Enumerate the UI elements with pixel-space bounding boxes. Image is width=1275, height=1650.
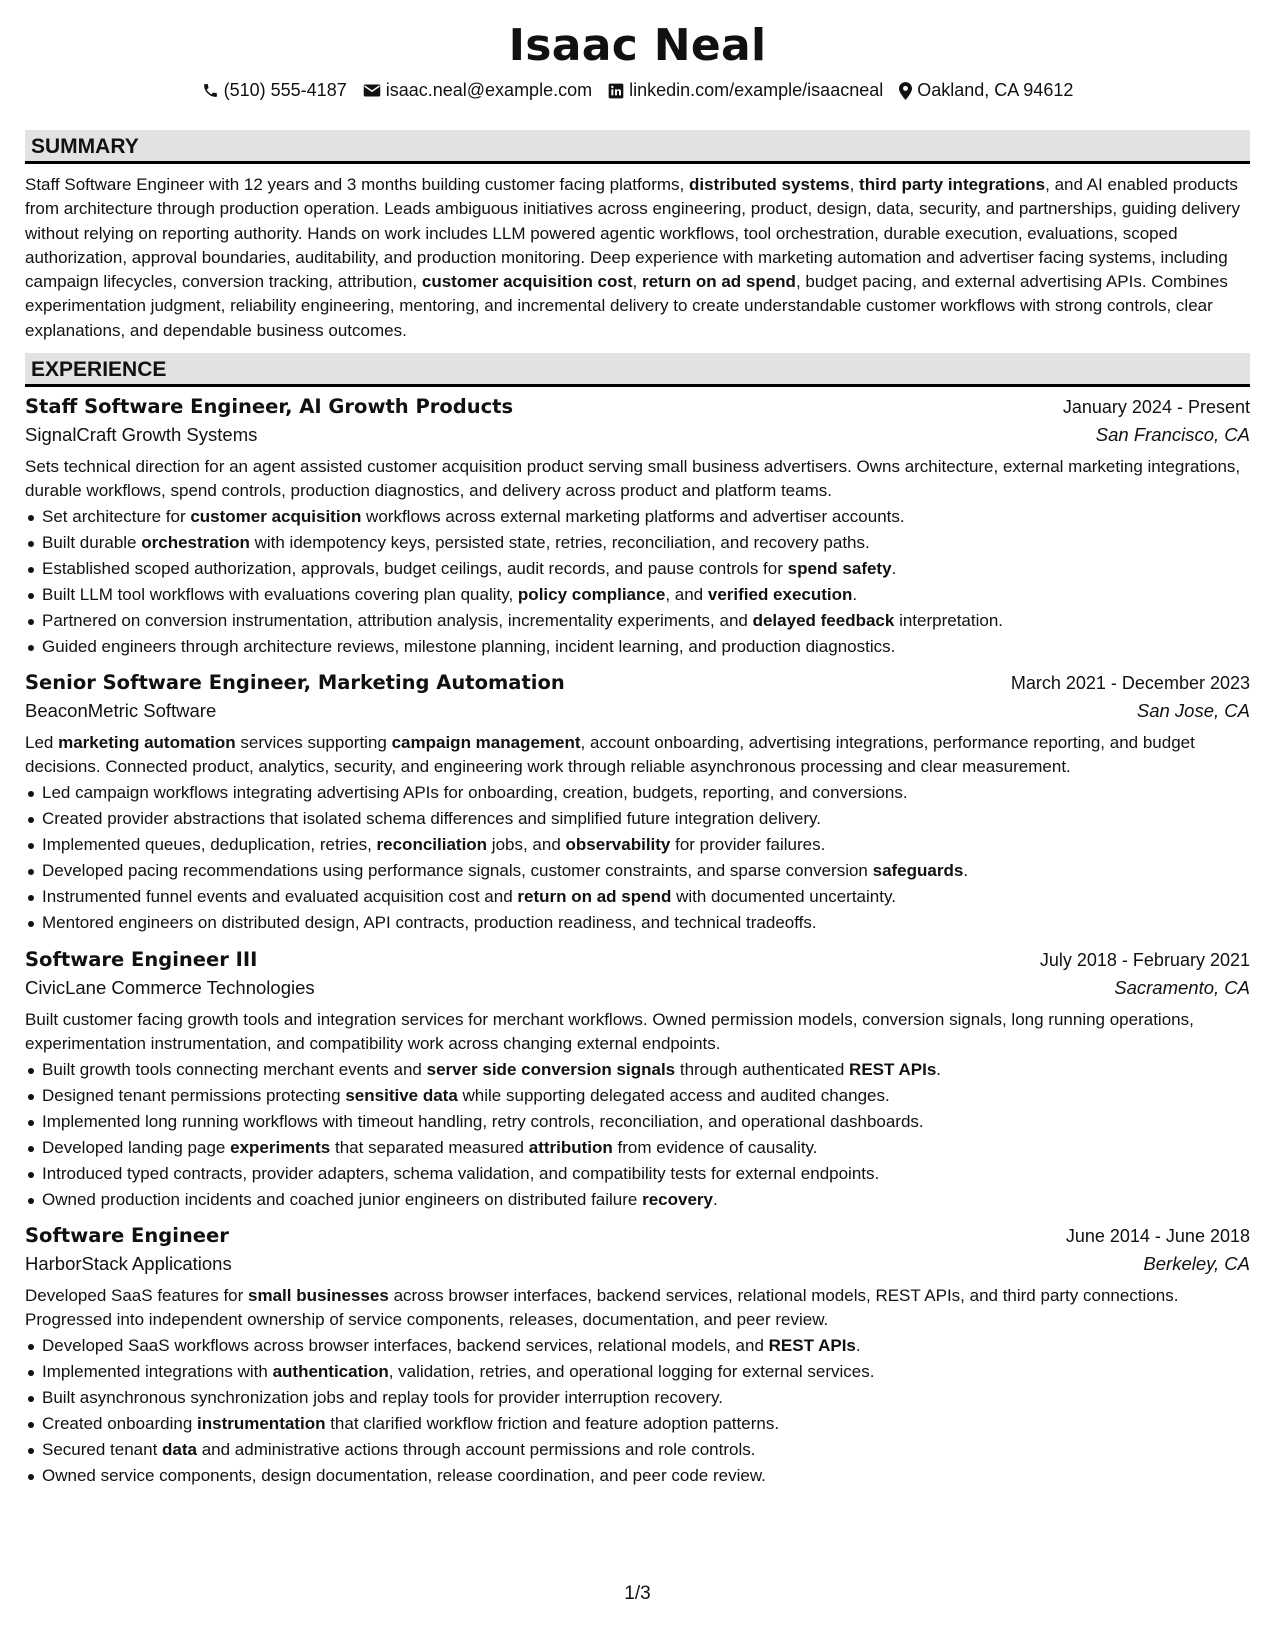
- bullet-dot-icon: [28, 1198, 34, 1204]
- bullet-dot-icon: [28, 645, 34, 651]
- bold-phrase: observability: [565, 834, 671, 854]
- bullet-dot-icon: [28, 541, 34, 547]
- text-run: Developed SaaS workflows across browser interfaces, backend services, relational models, and: [42, 1335, 769, 1355]
- bullet-dot-icon: [28, 1474, 34, 1480]
- bullet-item: [25, 884, 1250, 910]
- job-bullet-list: [25, 780, 1250, 936]
- text-run: Implemented integrations with: [42, 1361, 273, 1381]
- company-name: HarborStack Applications: [25, 1253, 232, 1274]
- experience-heading: EXPERIENCE: [25, 353, 1250, 387]
- bullet-dot-icon: [28, 1094, 34, 1100]
- bold-phrase: server side conversion signals: [426, 1059, 676, 1079]
- bold-phrase: verified execution: [707, 584, 853, 604]
- job-bullet-list: [25, 504, 1250, 660]
- job-company-row: [25, 1253, 1250, 1275]
- bullet-dot-icon: [28, 791, 34, 797]
- text-run: through authenticated: [675, 1059, 850, 1079]
- contact-bar: [25, 80, 1250, 101]
- text-run: Built asynchronous synchronization jobs and replay tools for provider interruption recovery.: [42, 1387, 723, 1407]
- bold-phrase: customer acquisition: [190, 506, 362, 526]
- job-description: [25, 1008, 1250, 1057]
- bullet-dot-icon: [28, 1422, 34, 1428]
- summary-text: [25, 173, 1250, 343]
- bold-phrase: delayed feedback: [752, 610, 895, 630]
- text-run: Built growth tools connecting merchant events and: [42, 1059, 427, 1079]
- text-run: Led: [25, 733, 59, 752]
- bold-phrase: reconciliation: [376, 834, 488, 854]
- bullet-dot-icon: [28, 869, 34, 875]
- text-run: interpretation.: [894, 610, 1004, 630]
- job-company-row: [25, 700, 1250, 722]
- phone-text: (510) 555-4187: [223, 80, 347, 100]
- bullet-dot-icon: [28, 843, 34, 849]
- bullet-dot-icon: [28, 593, 34, 599]
- text-run: Guided engineers through architecture reviews, milestone planning, incident learning, and production diagnostics.: [42, 636, 896, 656]
- summary-heading: SUMMARY: [25, 130, 1250, 164]
- text-run: .: [891, 558, 897, 578]
- contact-linkedin[interactable]: [608, 80, 883, 101]
- bullet-dot-icon: [28, 1344, 34, 1350]
- text-run: , and AI enabled products from architecture through production operation. Leads ambiguous initiatives across engineering, product, design, data, security, and partnerships, guiding delivery without relying on reporting authority. Hands on work includes LLM powered agentic workflows, tool orchestration, durable execution, evaluations, scoped authorization, approval boundaries, auditability, and production monitoring. Deep experience with marketing automation and advertiser facing systems, including campaign lifecycles, conversion tracking, attribution,: [25, 175, 1240, 292]
- bullet-item: [25, 832, 1250, 858]
- bullet-item: [25, 1385, 1250, 1411]
- page-number: 1/3: [624, 1583, 651, 1604]
- bold-phrase: safeguards: [872, 860, 964, 880]
- company-name: BeaconMetric Software: [25, 700, 217, 721]
- company-name: CivicLane Commerce Technologies: [25, 977, 315, 998]
- job-title: Staff Software Engineer, AI Growth Products: [25, 395, 514, 418]
- bold-phrase: REST APIs: [768, 1335, 856, 1355]
- text-run: Sets technical direction for an agent assisted customer acquisition product serving small business advertisers. Owns architecture, external marketing integrations, durable workflows, spend controls, production diagnostics, and delivery across product and platform teams.: [25, 457, 1241, 501]
- bullet-item: [25, 1463, 1250, 1489]
- bullet-item: [25, 780, 1250, 806]
- text-run: .: [852, 584, 858, 604]
- bullet-dot-icon: [28, 895, 34, 901]
- bold-phrase: distributed systems: [688, 175, 850, 194]
- bullet-item: [25, 1161, 1250, 1187]
- bold-phrase: small businesses: [248, 1286, 389, 1305]
- bold-phrase: spend safety: [787, 558, 892, 578]
- bullet-item: [25, 1109, 1250, 1135]
- bullet-item: [25, 910, 1250, 936]
- bullet-item: [25, 1083, 1250, 1109]
- bold-phrase: data: [162, 1439, 197, 1459]
- job-description: [25, 1284, 1250, 1333]
- bullet-item: [25, 858, 1250, 884]
- bold-phrase: sensitive data: [345, 1085, 458, 1105]
- job-entry: [25, 671, 1250, 936]
- text-run: , and: [665, 584, 708, 604]
- bullet-item: [25, 504, 1250, 530]
- bullet-item: [25, 1333, 1250, 1359]
- job-bullet-list: [25, 1057, 1250, 1213]
- text-run: .: [963, 860, 969, 880]
- job-dates: June 2014 - June 2018: [1065, 1226, 1250, 1246]
- bold-phrase: return on ad spend: [517, 886, 672, 906]
- bullet-item: [25, 1187, 1250, 1213]
- text-run: ,: [849, 175, 860, 194]
- job-dates: March 2021 - December 2023: [1010, 673, 1250, 693]
- text-run: Owned service components, design documentation, release coordination, and peer code review.: [42, 1465, 766, 1485]
- candidate-name: Isaac Neal: [508, 20, 767, 71]
- text-run: with idempotency keys, persisted state, retries, reconciliation, and recovery paths.: [249, 532, 870, 552]
- contact-location: [899, 80, 1073, 101]
- bold-phrase: attribution: [528, 1137, 613, 1157]
- text-run: Built customer facing growth tools and integration services for merchant workflows. Owned permission models, conversion signals, long running operations, experimentation instrumentation, and compatibility work across changing external endpoints.: [25, 1010, 1194, 1054]
- linkedin-text: linkedin.com/example/isaacneal: [629, 80, 884, 100]
- text-run: Developed SaaS features for: [25, 1286, 249, 1305]
- text-run: Designed tenant permissions protecting: [42, 1085, 346, 1105]
- job-location: San Jose, CA: [1136, 700, 1250, 721]
- text-run: Set architecture for: [42, 506, 191, 526]
- location-text: Oakland, CA 94612: [917, 80, 1074, 100]
- job-location: San Francisco, CA: [1095, 424, 1250, 445]
- envelope-icon: [363, 83, 381, 98]
- bullet-item: [25, 530, 1250, 556]
- text-run: services supporting: [235, 733, 392, 752]
- bullet-item: [25, 1411, 1250, 1437]
- bullet-item: [25, 1057, 1250, 1083]
- bullet-dot-icon: [28, 567, 34, 573]
- job-header-row: [25, 948, 1250, 971]
- text-run: Developed pacing recommendations using performance signals, customer constraints, and sparse conversion: [42, 860, 873, 880]
- text-run: while supporting delegated access and audited changes.: [457, 1085, 890, 1105]
- job-bullet-list: [25, 1333, 1250, 1489]
- text-run: .: [936, 1059, 942, 1079]
- linkedin-icon: [608, 83, 624, 99]
- text-run: , validation, retries, and operational logging for external services.: [388, 1361, 875, 1381]
- bold-phrase: third party integrations: [859, 175, 1046, 194]
- job-location: Sacramento, CA: [1114, 977, 1250, 998]
- text-run: ,: [632, 272, 642, 292]
- text-run: workflows across external marketing platforms and advertiser accounts.: [361, 506, 905, 526]
- map-pin-icon: [899, 82, 912, 100]
- text-run: Implemented long running workflows with timeout handling, retry controls, reconciliation, and operational dashboards.: [42, 1111, 924, 1131]
- bullet-item: [25, 806, 1250, 832]
- text-run: Introduced typed contracts, provider adapters, schema validation, and compatibility tests for external endpoints.: [42, 1163, 880, 1183]
- text-run: with documented uncertainty.: [671, 886, 896, 906]
- bullet-item: [25, 556, 1250, 582]
- text-run: Built LLM tool workflows with evaluations covering plan quality,: [42, 584, 518, 604]
- text-run: Led campaign workflows integrating advertising APIs for onboarding, creation, budgets, reporting, and conversions.: [42, 782, 908, 802]
- bold-phrase: campaign management: [391, 733, 581, 752]
- bold-phrase: instrumentation: [197, 1413, 326, 1433]
- bold-phrase: authentication: [272, 1361, 389, 1381]
- job-header-row: [25, 671, 1250, 694]
- bullet-dot-icon: [28, 1120, 34, 1126]
- resume-page: [25, 0, 1250, 1650]
- text-run: Partnered on conversion instrumentation, attribution analysis, incrementality experiments, and: [42, 610, 753, 630]
- text-run: , budget pacing, and external advertising APIs. Combines experimentation judgment, reliability engineering, mentoring, and incremental delivery to create understandable customer workflows with strong controls, clear explanations, and dependable business outcomes.: [25, 272, 1228, 340]
- bullet-dot-icon: [28, 619, 34, 625]
- job-dates: January 2024 - Present: [1062, 397, 1250, 417]
- text-run: jobs, and: [487, 834, 566, 854]
- bold-phrase: recovery: [642, 1189, 713, 1209]
- job-title: Senior Software Engineer, Marketing Automation: [25, 671, 565, 694]
- job-dates: July 2018 - February 2021: [1039, 950, 1250, 970]
- text-run: that clarified workflow friction and feature adoption patterns.: [325, 1413, 780, 1433]
- job-company-row: [25, 424, 1250, 446]
- bold-phrase: REST APIs: [849, 1059, 937, 1079]
- text-run: .: [855, 1335, 861, 1355]
- bullet-dot-icon: [28, 1172, 34, 1178]
- bullet-item: [25, 1135, 1250, 1161]
- job-company-row: [25, 977, 1250, 999]
- text-run: Implemented queues, deduplication, retries,: [42, 834, 377, 854]
- job-location: Berkeley, CA: [1143, 1253, 1250, 1274]
- bullet-dot-icon: [28, 1396, 34, 1402]
- bullet-dot-icon: [28, 515, 34, 521]
- email-text: isaac.neal@example.com: [385, 80, 593, 100]
- bullet-item: [25, 608, 1250, 634]
- text-run: and administrative actions through account permissions and role controls.: [197, 1439, 756, 1459]
- job-entry: [25, 1224, 1250, 1489]
- bullet-dot-icon: [28, 1448, 34, 1454]
- bullet-dot-icon: [28, 817, 34, 823]
- bullet-item: [25, 1437, 1250, 1463]
- text-run: that separated measured: [330, 1137, 529, 1157]
- bullet-item: [25, 582, 1250, 608]
- text-run: Staff Software Engineer with 12 years and 3 months building customer facing platforms,: [25, 175, 689, 194]
- text-run: , account onboarding, advertising integrations, performance reporting, and budget decisions. Connected product, analytics, security, and engineering work through reliable asynchronous processing and clear measurement.: [25, 733, 1195, 777]
- text-run: Developed landing page: [42, 1137, 231, 1157]
- company-name: SignalCraft Growth Systems: [25, 424, 258, 445]
- text-run: Secured tenant: [42, 1439, 163, 1459]
- bullet-dot-icon: [28, 1068, 34, 1074]
- contact-email[interactable]: [363, 80, 592, 101]
- text-run: Established scoped authorization, approvals, budget ceilings, audit records, and pause controls for: [42, 558, 788, 578]
- text-run: Mentored engineers on distributed design, API contracts, production readiness, and technical tradeoffs.: [42, 912, 817, 932]
- text-run: across browser interfaces, backend services, relational models, REST APIs, and third party connections. Progressed into independent ownership of service components, releases, documentation, and peer review.: [25, 1286, 1179, 1330]
- text-run: for provider failures.: [670, 834, 826, 854]
- text-run: Created provider abstractions that isolated schema differences and simplified future integration delivery.: [42, 808, 821, 828]
- text-run: Built durable: [42, 532, 142, 552]
- phone-icon: [202, 82, 219, 99]
- bold-phrase: orchestration: [141, 532, 250, 552]
- text-run: .: [713, 1189, 718, 1209]
- job-header-row: [25, 395, 1250, 418]
- job-title: Software Engineer: [25, 1224, 229, 1247]
- bullet-dot-icon: [28, 1146, 34, 1152]
- job-entry: [25, 948, 1250, 1213]
- bold-phrase: return on ad spend: [641, 272, 796, 292]
- bold-phrase: customer acquisition cost: [421, 272, 633, 292]
- text-run: Owned production incidents and coached junior engineers on distributed failure: [42, 1189, 643, 1209]
- job-title: Software Engineer III: [25, 948, 258, 971]
- text-run: Instrumented funnel events and evaluated acquisition cost and: [42, 886, 518, 906]
- text-run: from evidence of causality.: [612, 1137, 818, 1157]
- bullet-item: [25, 1359, 1250, 1385]
- job-description: [25, 731, 1250, 780]
- job-description: [25, 455, 1250, 504]
- text-run: Created onboarding: [42, 1413, 198, 1433]
- bullet-dot-icon: [28, 1370, 34, 1376]
- bullet-item: [25, 634, 1250, 660]
- bold-phrase: experiments: [230, 1137, 331, 1157]
- bullet-dot-icon: [28, 921, 34, 927]
- job-entry: [25, 395, 1250, 660]
- bold-phrase: marketing automation: [58, 733, 236, 752]
- contact-phone[interactable]: [202, 80, 347, 101]
- bold-phrase: policy compliance: [517, 584, 666, 604]
- job-header-row: [25, 1224, 1250, 1247]
